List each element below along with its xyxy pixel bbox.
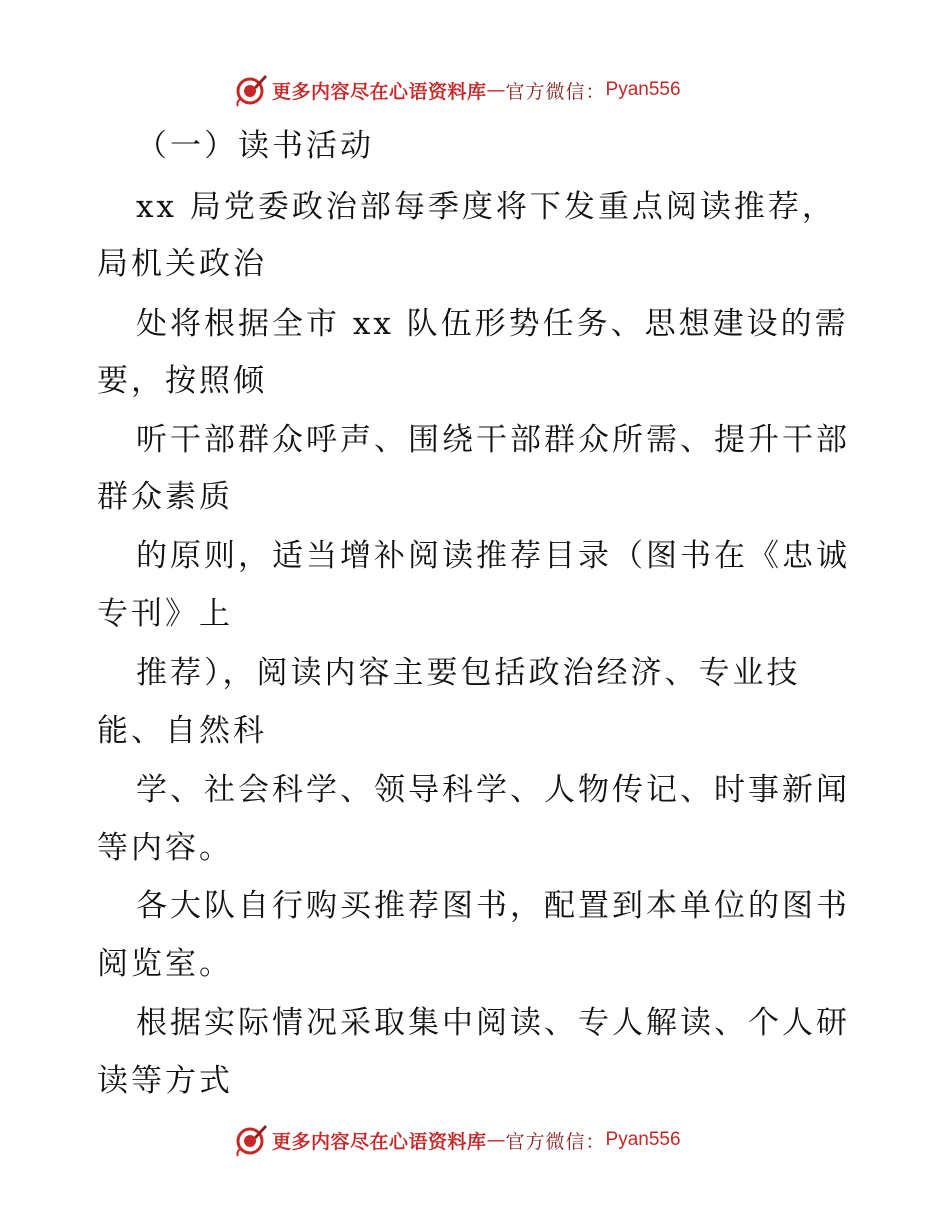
banner-dash: — <box>486 1129 506 1151</box>
text-line: 能、自然科 <box>97 713 267 749</box>
banner-main-text: 更多内容尽在心语资料库 <box>272 80 487 103</box>
text-line: 群众素质 <box>97 479 233 515</box>
text-line: 各大队自行购买推荐图书，配置到本单位的图书 <box>136 888 850 924</box>
banner-main-text: 更多内容尽在心语资料库 <box>272 1130 487 1153</box>
text-line: 听干部群众呼声、围绕干部群众所需、提升干部 <box>136 422 850 458</box>
banner-wechat-id: Pyan556 <box>605 79 681 100</box>
text-line: 处将根据全市 xx 队伍形势任务、思想建设的需 <box>136 306 849 342</box>
text-line: 推荐），阅读内容主要包括政治经济、专业技 <box>136 655 801 691</box>
quill-pen-logo-icon <box>234 73 268 107</box>
header-banner <box>0 70 950 110</box>
text-line: xx 局党委政治部每季度将下发重点阅读推荐， <box>136 189 836 225</box>
banner-dash: — <box>486 79 506 101</box>
text-line: 的原则，适当增补阅读推荐目录（图书在《忠诚 <box>136 538 850 574</box>
text-line: 专刊》上 <box>97 596 233 632</box>
text-line: 等内容。 <box>97 830 233 866</box>
text-line: 读等方式 <box>97 1063 233 1099</box>
banner-wechat-id: Pyan556 <box>605 1129 681 1150</box>
section-heading: （一）读书活动 <box>136 128 374 164</box>
text-line: 要，按照倾 <box>97 363 267 399</box>
footer-banner <box>0 1120 950 1160</box>
text-line: 阅览室。 <box>97 946 233 982</box>
banner-wechat-label: 官方微信： <box>505 80 606 103</box>
text-line: 学、社会科学、领导科学、人物传记、时事新闻 <box>136 772 850 808</box>
text-line: 局机关政治 <box>97 246 267 282</box>
banner-wechat-label: 官方微信： <box>505 1130 606 1153</box>
quill-pen-logo-icon <box>234 1123 268 1157</box>
text-line: 根据实际情况采取集中阅读、专人解读、个人研 <box>136 1005 850 1041</box>
